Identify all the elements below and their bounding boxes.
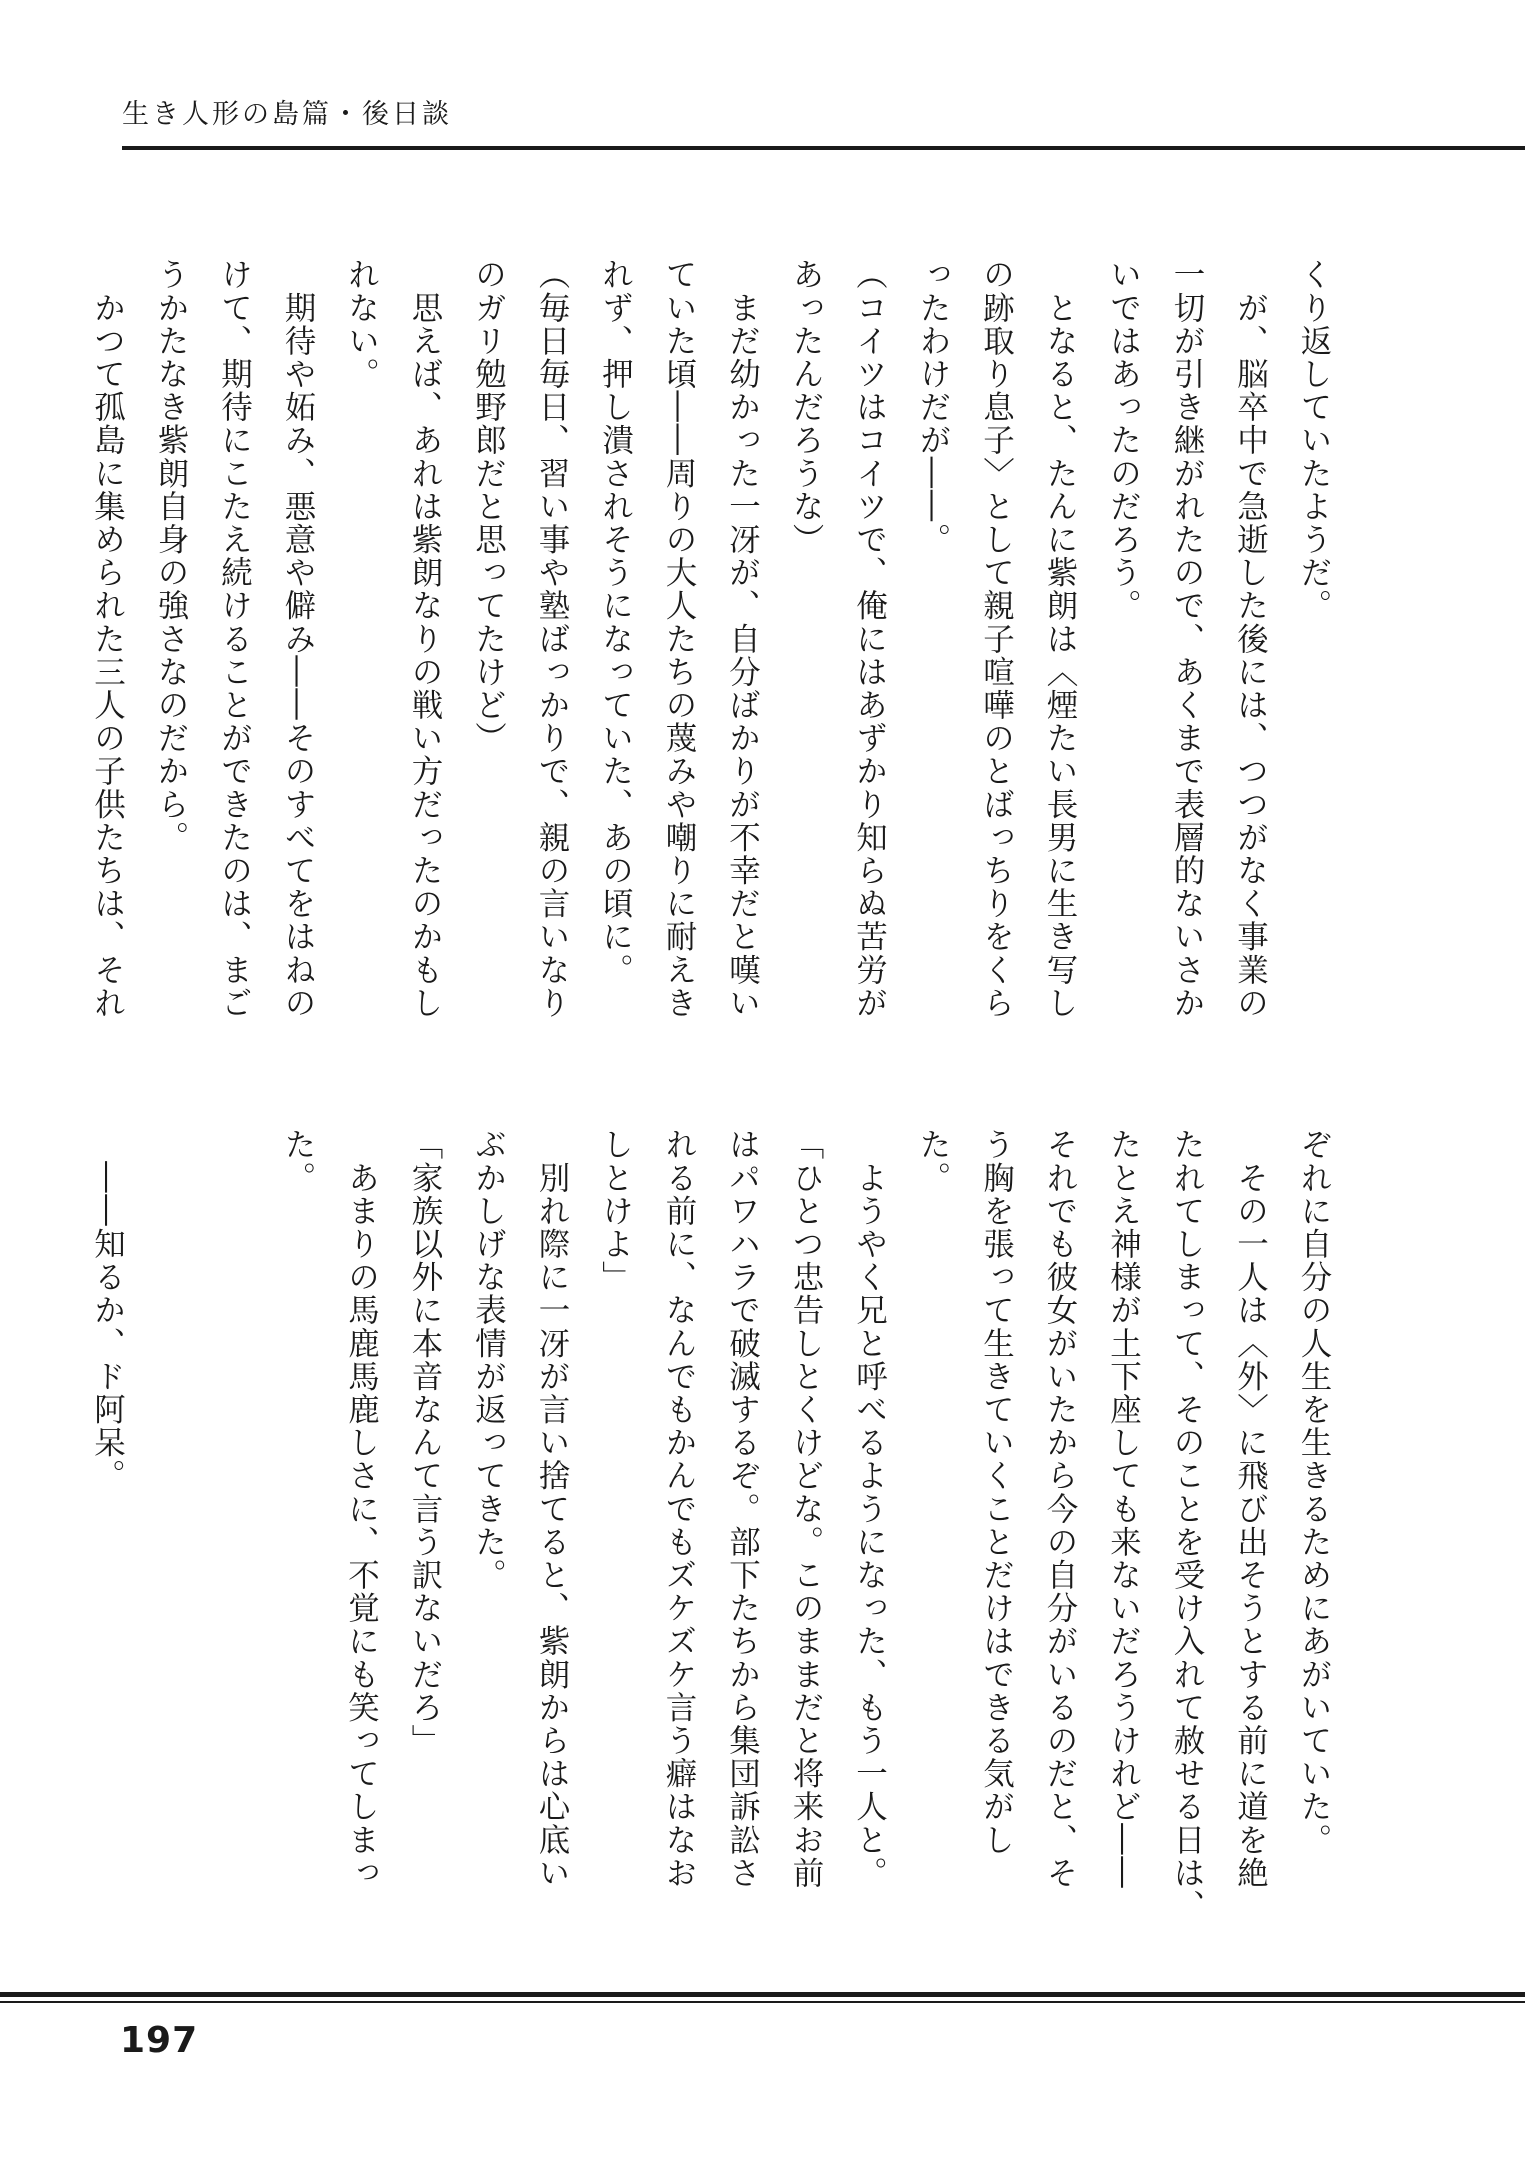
text-column: はパワハラで破滅するぞ。部下たちから集団訴訟さ <box>724 1128 761 1890</box>
text-column: 別れ際に一冴が言い捨てると、紫朗からは心底い <box>534 1128 570 1890</box>
text-column: しとけよ」 <box>597 1128 634 1294</box>
text-column: 思えば、あれは紫朗なりの戦い方だったのかもし <box>407 258 443 1020</box>
text-column: れない。 <box>343 258 380 391</box>
text-column <box>139 1128 203 1928</box>
text-column: かつて孤島に集められた三人の子供たちは、それ <box>89 258 126 1020</box>
text-column: あまりの馬鹿馬鹿しさに、不覚にも笑ってしまっ <box>343 1128 380 1890</box>
body-text-top-block <box>89 258 1345 1058</box>
text-column: （コイツはコイツで、俺にはあずかり知らぬ苦労が <box>851 258 888 1020</box>
text-column: いではあったのだろう。 <box>1105 258 1142 623</box>
text-column: が、脳卒中で急逝した後には、つつがなく事業の <box>1232 258 1269 1020</box>
text-column: ぞれに自分の人生を生きるためにあがいていた。 <box>1296 1128 1332 1857</box>
text-column: ぶかしげな表情が返ってきた。 <box>470 1128 507 1592</box>
text-column: うかたなき紫朗自身の強さなのだから。 <box>153 258 189 854</box>
text-column: の跡取り息子〉として親子喧嘩のとばっちりをくら <box>978 258 1015 1020</box>
text-column: ったわけだが――。 <box>915 258 951 556</box>
text-column: 期待や妬み、悪意や僻み――そのすべてをはねの <box>280 258 316 1020</box>
text-column: その一人は〈外〉に飛び出そうとする前に道を絶 <box>1232 1128 1269 1890</box>
page-number: 197 <box>120 2020 199 2061</box>
text-column: ――知るか、ド阿呆。 <box>89 1128 126 1493</box>
running-header-title: 生き人形の島篇・後日談 <box>122 99 452 130</box>
text-column: ていた頃――周りの大人たちの蔑みや嘲りに耐えき <box>661 258 697 1020</box>
text-column: たれてしまって、そのことを受け入れて赦せる日は、 <box>1169 1128 1205 1923</box>
text-column: た。 <box>915 1128 951 1195</box>
text-column: まだ幼かった一冴が、自分ばかりが不幸だと嘆い <box>724 258 761 1020</box>
text-column: れず、押し潰されそうになっていた、あの頃に。 <box>597 258 634 987</box>
text-column: あったんだろうな） <box>788 258 824 556</box>
text-column: となると、たんに紫朗は〈煙たい長男に生き写し <box>1042 258 1078 1020</box>
footer-rule <box>0 1992 1525 1997</box>
text-column: 「ひとつ忠告しとくけどな。このままだと将来お前 <box>788 1128 824 1890</box>
footer-rule-thin <box>0 2001 1525 2003</box>
text-column: た。 <box>280 1128 316 1195</box>
text-column: （毎日毎日、習い事や塾ばっかりで、親の言いなり <box>534 258 570 1020</box>
text-column: たとえ神様が土下座しても来ないだろうけれど―― <box>1105 1128 1142 1890</box>
text-column: のガリ勉野郎だと思ってたけど） <box>470 258 507 755</box>
text-column: それでも彼女がいたから今の自分がいるのだと、そ <box>1042 1128 1078 1890</box>
text-column <box>202 1128 266 1928</box>
text-column: 一切が引き継がれたので、あくまで表層的ないさか <box>1169 258 1205 1020</box>
header-rule <box>122 146 1525 150</box>
text-column: う胸を張って生きていくことだけはできる気がし <box>978 1128 1015 1857</box>
body-text-bottom-block <box>89 1128 1345 1928</box>
text-column: けて、期待にこたえ続けることができたのは、まご <box>216 258 253 1020</box>
text-column: 「家族以外に本音なんて言う訳ないだろ」 <box>407 1128 443 1757</box>
text-column: れる前に、なんでもかんでもズケズケ言う癖はなお <box>661 1128 697 1890</box>
text-column: ようやく兄と呼べるようになった、もう一人と。 <box>851 1128 888 1890</box>
text-column: くり返していたようだ。 <box>1296 258 1332 623</box>
